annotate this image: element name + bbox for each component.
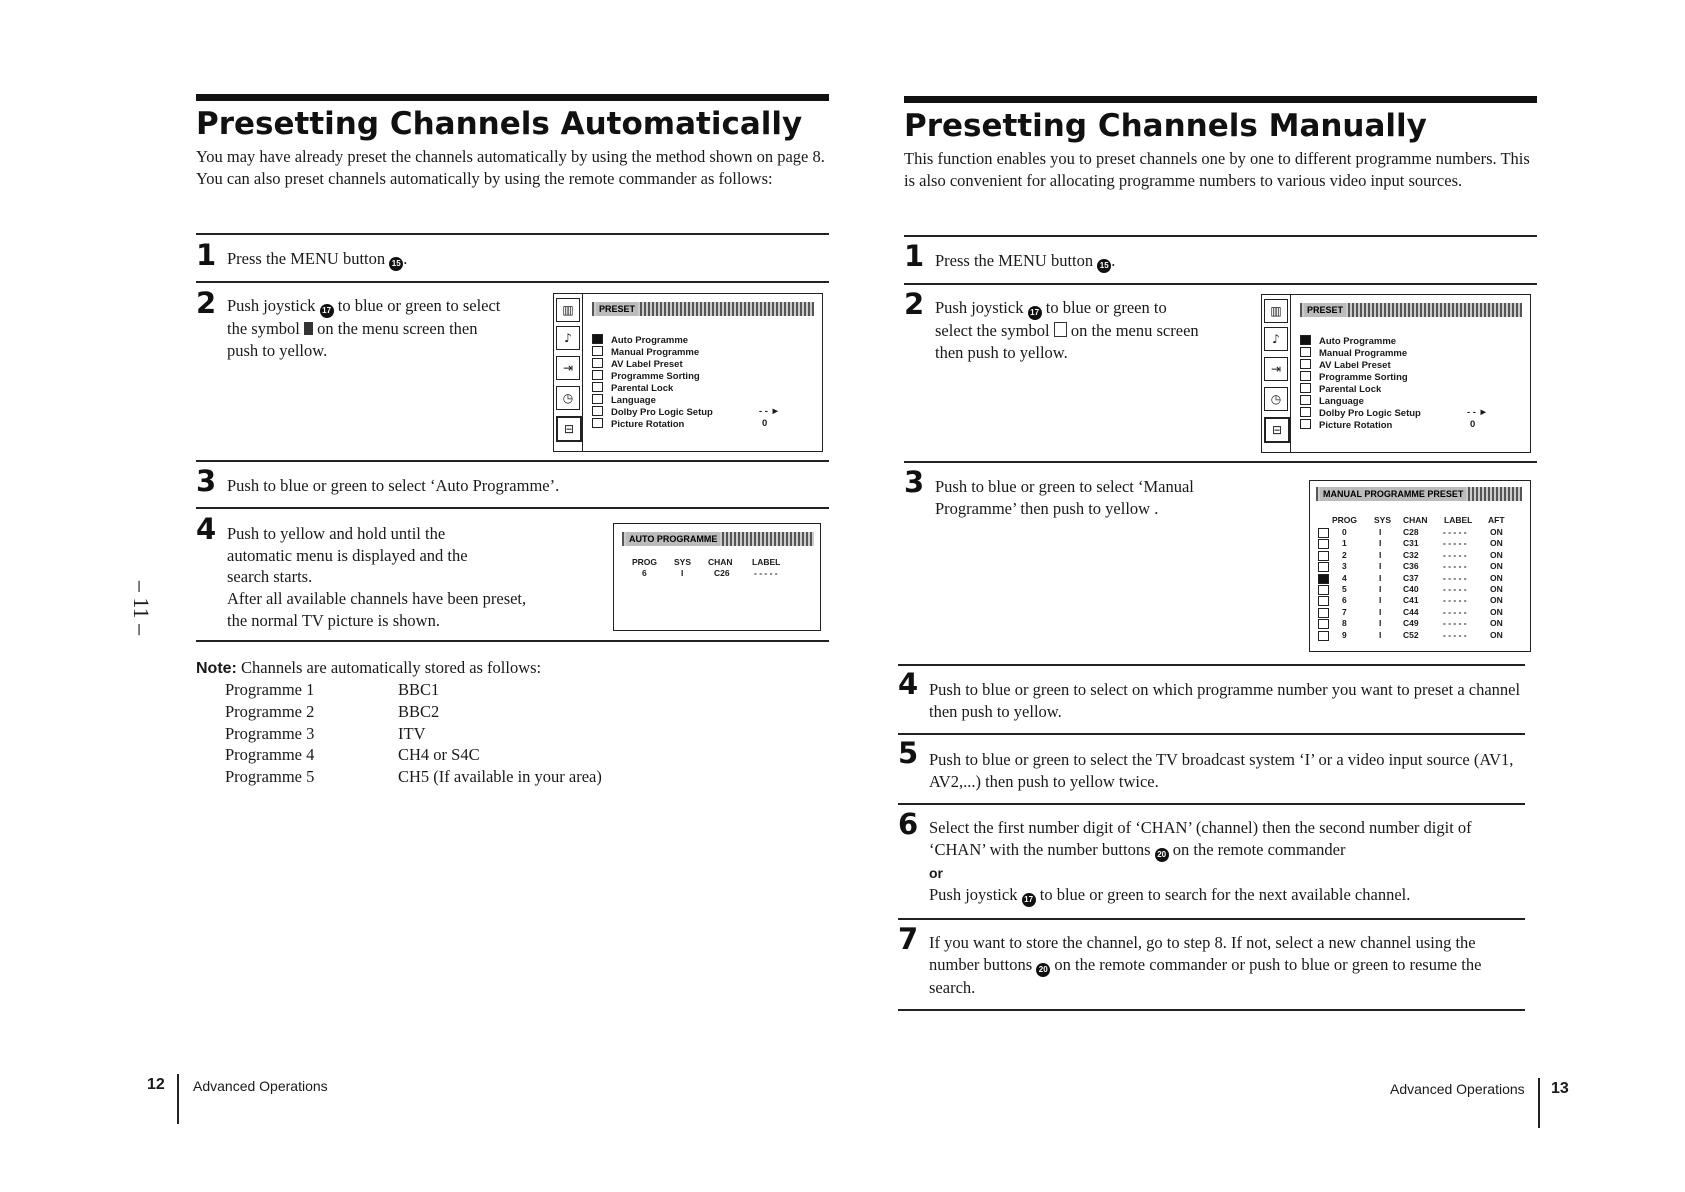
- left-page-number: 12: [147, 1076, 165, 1093]
- manual-cell-prog: 8: [1342, 618, 1347, 629]
- right-step7-text: [929, 932, 1519, 998]
- manual-cell-sys: I: [1379, 561, 1382, 572]
- manual-cell-prog: 1: [1342, 538, 1347, 549]
- left-step3-text: Push to blue or green to select ‘Auto Programme’.: [227, 476, 560, 495]
- manual-cell-sys: I: [1379, 629, 1382, 640]
- auto-programme-menu: [613, 523, 821, 631]
- joystick-ref-icon: 17: [1028, 306, 1042, 320]
- left-step2-text: [227, 295, 502, 361]
- left-footer-divider: [177, 1074, 179, 1124]
- box-icon: [1318, 539, 1329, 549]
- col-prog: PROG: [1332, 515, 1358, 525]
- manual-cell-prog: 0: [1342, 527, 1347, 537]
- left-step3-number: 3: [196, 464, 217, 498]
- box-icon: [592, 418, 603, 428]
- box-icon: [1300, 419, 1311, 429]
- manual-cell-sys: I: [1379, 572, 1382, 583]
- box-icon: [1318, 596, 1329, 606]
- right-step6-a: Select the first number digit of ‘CHAN’ (channel) then the second number digit of ‘CHAN’ with the number buttons: [929, 818, 1472, 859]
- manual-cell-prog: 7: [1342, 606, 1347, 617]
- left-step1-text: Press the MENU button 15 .: [227, 248, 407, 271]
- programme-row: Programme 3 ITV: [225, 723, 426, 743]
- preset-item: Auto Programme: [592, 334, 688, 347]
- manual-cell-aft: ON: [1490, 527, 1503, 537]
- box-icon: [1318, 631, 1329, 641]
- right-step5-rule: [898, 733, 1525, 735]
- preset-item: Dolby Pro Logic Setup: [592, 406, 713, 419]
- manual-cell-prog: 9: [1342, 629, 1347, 640]
- box-icon: [592, 406, 603, 416]
- manual-cell-prog: 5: [1342, 584, 1347, 594]
- menu-button-ref-icon: 15: [1097, 259, 1111, 273]
- features-menu-icon: ⇥: [1264, 357, 1288, 381]
- right-step6-d: to blue or green to search for the next available channel.: [1039, 885, 1411, 904]
- right-footer-divider: [1538, 1078, 1540, 1128]
- manual-cell-sys: I: [1379, 606, 1382, 617]
- box-icon: [1300, 383, 1311, 393]
- preset-item: AV Label Preset: [592, 358, 683, 371]
- preset-item-value: - - ►: [759, 406, 781, 417]
- preset-symbol-icon: [1054, 322, 1067, 337]
- features-menu-icon: ⇥: [556, 356, 580, 380]
- manual-cell-label: - - - - -: [1443, 538, 1467, 549]
- manual-cell-label: - - - - -: [1443, 549, 1467, 560]
- manual-cell-chan: C49: [1403, 618, 1419, 629]
- right-step3-number: 3: [904, 465, 925, 499]
- right-step7-rule: [898, 918, 1525, 920]
- selected-box-icon: [1300, 335, 1311, 345]
- picture-menu-icon: ▥: [1264, 299, 1288, 323]
- right-step2-a: Push joystick: [935, 298, 1024, 317]
- left-intro: You may have already preset the channels automatically by using the method shown on page 8. You can also preset channels automatically by using the remote commander as follows:: [196, 147, 825, 188]
- box-icon: [1300, 359, 1311, 369]
- manual-cell-aft: ON: [1490, 561, 1503, 572]
- right-step6-or: or: [929, 864, 943, 881]
- cell-chan: C26: [714, 568, 730, 578]
- left-preset-header: PRESET: [592, 302, 814, 316]
- right-step6-b: on the remote commander: [1172, 839, 1346, 859]
- programme-row: Programme 5 CH5 (If available in your area): [225, 767, 602, 787]
- preset-item-value: 0: [1470, 419, 1476, 430]
- manual-cell-sys: I: [1379, 527, 1382, 537]
- col-label: LABEL: [1444, 515, 1473, 525]
- preset-item: AV Label Preset: [1300, 359, 1391, 372]
- manual-cell-label: - - - - -: [1443, 618, 1467, 629]
- left-step2-c: on the menu screen then push to yellow.: [227, 319, 478, 360]
- manual-cell-chan: C41: [1403, 595, 1419, 606]
- cell-sys: I: [681, 568, 684, 578]
- col-label: LABEL: [752, 557, 781, 567]
- box-icon: [1300, 371, 1311, 381]
- right-step4-number: 4: [898, 667, 919, 701]
- left-footer: Advanced Operations: [193, 1078, 328, 1094]
- right-step1-number: 1: [904, 239, 925, 273]
- manual-cell-aft: ON: [1490, 549, 1503, 560]
- manual-cell-prog: 2: [1342, 549, 1347, 560]
- right-step1-label: Press the MENU button: [935, 251, 1094, 270]
- right-step6-c: Push joystick: [929, 885, 1018, 904]
- left-step4-number: 4: [196, 512, 217, 546]
- right-step7-bottom-rule: [898, 1009, 1525, 1011]
- box-icon: [1318, 551, 1329, 561]
- col-chan: CHAN: [708, 557, 733, 567]
- manual-cell-label: - - - - -: [1443, 584, 1467, 594]
- preset-item: Picture Rotation: [1300, 419, 1392, 432]
- manual-cell-label: - - - - -: [1443, 606, 1467, 617]
- manual-cell-chan: C36: [1403, 561, 1419, 572]
- programme-row: Programme 1 BBC1: [225, 680, 440, 699]
- box-icon: [1318, 585, 1329, 595]
- preset-item: Manual Programme: [592, 346, 699, 359]
- preset-item: Dolby Pro Logic Setup: [1300, 407, 1421, 420]
- manual-cell-chan: C28: [1403, 527, 1419, 537]
- manual-cell-prog: 4: [1342, 572, 1347, 583]
- left-step1-number: 1: [196, 238, 217, 272]
- left-step4-text: Push to yellow and hold until the automatic menu is displayed and the search starts.: [227, 524, 468, 586]
- manual-cell-aft: ON: [1490, 584, 1503, 594]
- left-step2-a: Push joystick: [227, 296, 316, 315]
- manual-cell-aft: ON: [1490, 595, 1503, 606]
- col-sys: SYS: [674, 557, 692, 567]
- right-step2-number: 2: [904, 287, 925, 321]
- left-step4-text2: After all available channels have been preset, the normal TV picture is shown.: [227, 589, 527, 630]
- sound-menu-icon: ♪: [556, 326, 580, 350]
- manual-cell-label: - - - - -: [1443, 629, 1467, 640]
- preset-item: Programme Sorting: [592, 370, 700, 383]
- right-step3-rule: [904, 461, 1537, 463]
- manual-cell-label: - - - - -: [1443, 572, 1467, 583]
- manual-programme-menu: [1309, 480, 1531, 652]
- joystick-ref-icon: 17: [320, 304, 334, 318]
- manual-cell-aft: ON: [1490, 572, 1503, 583]
- box-icon: [592, 358, 603, 368]
- preset-item: Parental Lock: [592, 382, 673, 395]
- preset-item: Language: [1300, 395, 1364, 408]
- preset-item: Programme Sorting: [1300, 371, 1408, 384]
- timer-menu-icon: ◷: [556, 386, 580, 410]
- box-icon: [1300, 347, 1311, 357]
- menu-icon-column: [554, 294, 583, 451]
- right-top-bar: [904, 96, 1537, 103]
- col-chan: CHAN: [1403, 515, 1428, 525]
- col-prog: PROG: [632, 557, 658, 567]
- preset-item-value: - - ►: [1467, 407, 1489, 418]
- preset-item: Auto Programme: [1300, 335, 1396, 348]
- right-step2-rule: [904, 283, 1537, 285]
- manual-cell-aft: ON: [1490, 606, 1503, 617]
- right-step6-number: 6: [898, 807, 919, 841]
- menu-icon-column: [1262, 295, 1291, 452]
- programme-list: [225, 679, 665, 788]
- manual-cell-prog: 3: [1342, 561, 1347, 572]
- manual-cell-aft: ON: [1490, 629, 1503, 640]
- manual-cell-chan: C40: [1403, 584, 1419, 594]
- manual-cell-aft: ON: [1490, 538, 1503, 549]
- right-step2-c: on the menu screen then push to yellow.: [935, 321, 1199, 362]
- manual-programme-header: MANUAL PROGRAMME PRESET: [1316, 487, 1522, 501]
- manual-cell-sys: I: [1379, 549, 1382, 560]
- note: [196, 657, 541, 680]
- box-icon: [592, 382, 603, 392]
- manual-cell-label: - - - - -: [1443, 561, 1467, 572]
- manual-cell-sys: I: [1379, 538, 1382, 549]
- selected-box-icon: [592, 334, 603, 344]
- left-top-bar: [196, 94, 829, 101]
- manual-cell-chan: C32: [1403, 549, 1419, 560]
- box-icon: [592, 346, 603, 356]
- right-step1-text: Press the MENU button 15 .: [935, 250, 1115, 273]
- manual-cell-sys: I: [1379, 618, 1382, 629]
- box-icon: [592, 370, 603, 380]
- box-icon: [592, 394, 603, 404]
- manual-cell-label: - - - - -: [1443, 595, 1467, 606]
- box-icon: [1300, 395, 1311, 405]
- side-page-mark: – 11 –: [129, 580, 154, 636]
- manual-cell-label: - - - - -: [1443, 527, 1467, 537]
- picture-menu-icon: ▥: [556, 298, 580, 322]
- left-step3-rule: [196, 460, 829, 462]
- right-step4-rule: [898, 664, 1525, 666]
- left-step1-rule: [196, 233, 829, 235]
- note-label: Note:: [196, 660, 237, 677]
- box-icon: [1318, 562, 1329, 572]
- left-step2-b: to blue or green to select the symbol: [227, 296, 501, 338]
- left-step2-rule: [196, 281, 829, 283]
- right-step7-number: 7: [898, 922, 919, 956]
- manual-cell-chan: C37: [1403, 572, 1419, 583]
- preset-item: Parental Lock: [1300, 383, 1381, 396]
- right-step4-text: Push to blue or green to select on which programme number you want to preset a channel then push to yellow.: [929, 680, 1521, 721]
- cell-label: - - - - -: [754, 568, 778, 578]
- manual-cell-aft: ON: [1490, 618, 1503, 629]
- right-step6-text: [929, 817, 1529, 907]
- number-buttons-ref-icon: 20: [1036, 963, 1050, 977]
- manual-cell-sys: I: [1379, 584, 1382, 594]
- right-page-number: 13: [1551, 1080, 1569, 1097]
- right-page-title: Presetting Channels Manually: [904, 108, 1427, 144]
- left-step2-number: 2: [196, 286, 217, 320]
- box-icon: [1318, 608, 1329, 618]
- col-aft: AFT: [1488, 515, 1505, 525]
- left-preset-menu: [553, 293, 823, 452]
- col-sys: SYS: [1374, 515, 1392, 525]
- manual-cell-chan: C52: [1403, 629, 1419, 640]
- menu-button-ref-icon: 15: [389, 257, 403, 271]
- right-step7-b: on the remote commander or push to blue or green to resume the search.: [929, 954, 1482, 997]
- programme-row: Programme 2 BBC2: [225, 701, 440, 721]
- manual-cell-chan: C44: [1403, 606, 1419, 617]
- right-intro: This function enables you to preset channels one by one to different programme numbers. This is also convenient for allocating programme numbers to various video input sources.: [904, 149, 1530, 190]
- number-buttons-ref-icon: 20: [1155, 848, 1169, 862]
- note-text: Channels are automatically stored as follows:: [241, 658, 542, 677]
- left-step1-label: Press the MENU button: [227, 249, 386, 268]
- preset-symbol-icon: [304, 322, 313, 335]
- joystick-ref-icon: 17: [1022, 893, 1036, 907]
- manual-cell-prog: 6: [1342, 595, 1347, 606]
- right-step6-rule: [898, 803, 1525, 805]
- right-step5-text: Push to blue or green to select the TV broadcast system ‘I’ or a video input source (AV1, AV2,...) then push to yellow twice.: [929, 750, 1514, 791]
- manual-cell-chan: C31: [1403, 538, 1419, 549]
- right-preset-header: PRESET: [1300, 303, 1522, 317]
- left-step4-rule: [196, 507, 829, 509]
- preset-item: Picture Rotation: [592, 418, 684, 431]
- cell-prog: 6: [642, 568, 647, 578]
- box-icon: [1318, 619, 1329, 629]
- box-icon: [1318, 528, 1329, 538]
- box-icon: [1300, 407, 1311, 417]
- preset-item: Manual Programme: [1300, 347, 1407, 360]
- right-step1-rule: [904, 235, 1537, 237]
- selected-box-icon: [1318, 574, 1329, 584]
- preset-item: Language: [592, 394, 656, 407]
- right-step2-b: to blue or green to select the symbol: [935, 298, 1167, 340]
- programme-row: Programme 4 CH4 or S4C: [225, 745, 480, 765]
- auto-programme-header: AUTO PROGRAMME: [622, 532, 814, 546]
- preset-item-value: 0: [762, 418, 768, 429]
- manual-cell-sys: I: [1379, 595, 1382, 606]
- preset-menu-icon: ⊟: [556, 416, 582, 442]
- right-preset-menu: [1261, 294, 1531, 453]
- right-step5-number: 5: [898, 736, 919, 770]
- left-step4-bottom-rule: [196, 640, 829, 642]
- right-footer: Advanced Operations: [1390, 1081, 1525, 1097]
- sound-menu-icon: ♪: [1264, 327, 1288, 351]
- left-page-title: Presetting Channels Automatically: [196, 106, 803, 142]
- preset-menu-icon: ⊟: [1264, 417, 1290, 443]
- timer-menu-icon: ◷: [1264, 387, 1288, 411]
- right-step7-a: If you want to store the channel, go to step 8. If not, select a new channel using the number buttons: [929, 933, 1476, 974]
- right-step3-text: Push to blue or green to select ‘Manual Programme’ then push to yellow .: [935, 477, 1194, 518]
- right-step2-text: [935, 297, 1205, 363]
